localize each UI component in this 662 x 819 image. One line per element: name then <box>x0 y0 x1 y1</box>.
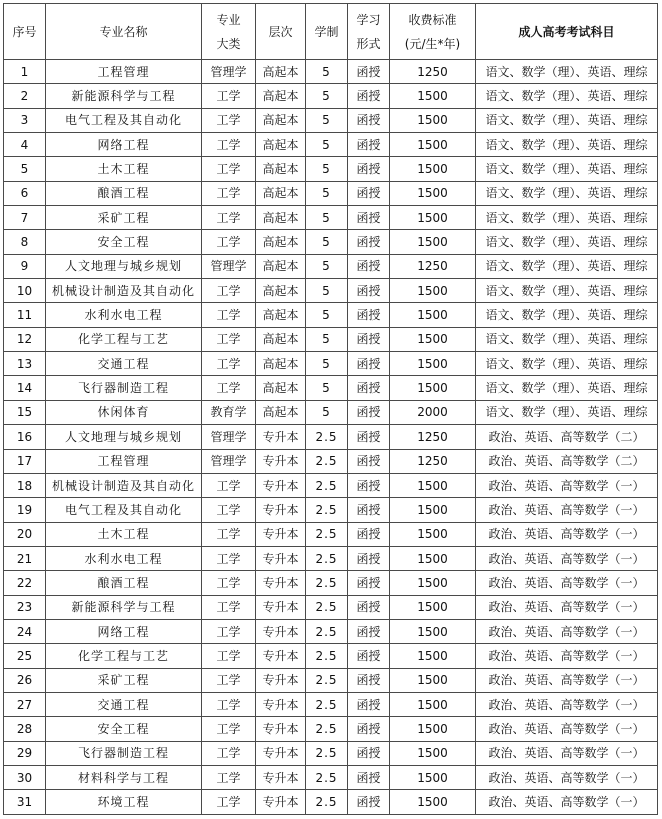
header-duration: 学制 <box>306 4 348 60</box>
table-row <box>4 595 658 619</box>
table-header-row <box>4 4 658 60</box>
header-fee-line1: 收费标准 <box>408 12 457 27</box>
cell-duration: 2.5 <box>306 619 348 643</box>
table-body <box>4 60 658 815</box>
cell-level: 专升本 <box>256 498 306 522</box>
cell-duration: 5 <box>306 303 348 327</box>
cell-fee: 1500 <box>390 619 476 643</box>
cell-mode: 函授 <box>348 303 390 327</box>
cell-fee: 1250 <box>390 254 476 278</box>
cell-major: 工程管理 <box>46 449 202 473</box>
cell-duration: 2.5 <box>306 765 348 789</box>
cell-mode: 函授 <box>348 741 390 765</box>
cell-fee: 2000 <box>390 400 476 424</box>
cell-major: 安全工程 <box>46 717 202 741</box>
cell-level: 高起本 <box>256 376 306 400</box>
cell-category: 工学 <box>202 108 256 132</box>
table-row <box>4 254 658 278</box>
cell-subjects: 政治、英语、高等数学（一） <box>476 473 658 497</box>
table-row <box>4 425 658 449</box>
cell-seq: 29 <box>4 741 46 765</box>
table-row <box>4 400 658 424</box>
cell-duration: 5 <box>306 352 348 376</box>
cell-subjects: 语文、数学（理）、英语、理综 <box>476 303 658 327</box>
cell-mode: 函授 <box>348 668 390 692</box>
table-row <box>4 279 658 303</box>
cell-duration: 2.5 <box>306 522 348 546</box>
cell-level: 专升本 <box>256 717 306 741</box>
cell-major: 材料科学与工程 <box>46 765 202 789</box>
cell-duration: 2.5 <box>306 546 348 570</box>
cell-level: 高起本 <box>256 84 306 108</box>
cell-fee: 1500 <box>390 741 476 765</box>
cell-level: 高起本 <box>256 279 306 303</box>
cell-major: 休闲体育 <box>46 400 202 424</box>
cell-seq: 30 <box>4 765 46 789</box>
cell-category: 工学 <box>202 352 256 376</box>
cell-major: 化学工程与工艺 <box>46 644 202 668</box>
table-row <box>4 327 658 351</box>
cell-subjects: 语文、数学（理）、英语、理综 <box>476 60 658 84</box>
cell-seq: 15 <box>4 400 46 424</box>
table-row <box>4 206 658 230</box>
cell-subjects: 语文、数学（理）、英语、理综 <box>476 157 658 181</box>
cell-major: 酿酒工程 <box>46 571 202 595</box>
cell-major: 电气工程及其自动化 <box>46 498 202 522</box>
table-row <box>4 303 658 327</box>
cell-mode: 函授 <box>348 546 390 570</box>
cell-subjects: 政治、英语、高等数学（一） <box>476 595 658 619</box>
cell-level: 高起本 <box>256 108 306 132</box>
header-subjects: 成人高考考试科目 <box>476 4 658 60</box>
cell-duration: 2.5 <box>306 668 348 692</box>
cell-mode: 函授 <box>348 619 390 643</box>
cell-fee: 1500 <box>390 522 476 546</box>
cell-duration: 2.5 <box>306 595 348 619</box>
cell-level: 专升本 <box>256 425 306 449</box>
cell-seq: 11 <box>4 303 46 327</box>
cell-seq: 6 <box>4 181 46 205</box>
cell-category: 工学 <box>202 230 256 254</box>
cell-mode: 函授 <box>348 498 390 522</box>
cell-duration: 5 <box>306 60 348 84</box>
cell-fee: 1500 <box>390 790 476 814</box>
cell-seq: 21 <box>4 546 46 570</box>
cell-level: 专升本 <box>256 765 306 789</box>
cell-seq: 14 <box>4 376 46 400</box>
cell-level: 高起本 <box>256 230 306 254</box>
cell-mode: 函授 <box>348 765 390 789</box>
cell-level: 高起本 <box>256 206 306 230</box>
header-level: 层次 <box>256 4 306 60</box>
cell-fee: 1500 <box>390 133 476 157</box>
cell-category: 工学 <box>202 376 256 400</box>
cell-category: 工学 <box>202 181 256 205</box>
table-row <box>4 717 658 741</box>
cell-level: 高起本 <box>256 352 306 376</box>
cell-duration: 5 <box>306 133 348 157</box>
cell-major: 电气工程及其自动化 <box>46 108 202 132</box>
table-row <box>4 498 658 522</box>
cell-duration: 5 <box>306 84 348 108</box>
cell-category: 工学 <box>202 279 256 303</box>
cell-subjects: 语文、数学（理）、英语、理综 <box>476 181 658 205</box>
cell-category: 工学 <box>202 765 256 789</box>
cell-subjects: 政治、英语、高等数学（一） <box>476 546 658 570</box>
cell-seq: 2 <box>4 84 46 108</box>
cell-category: 管理学 <box>202 425 256 449</box>
cell-seq: 8 <box>4 230 46 254</box>
table-row <box>4 181 658 205</box>
cell-seq: 12 <box>4 327 46 351</box>
table-row <box>4 157 658 181</box>
cell-fee: 1500 <box>390 595 476 619</box>
cell-mode: 函授 <box>348 230 390 254</box>
cell-mode: 函授 <box>348 692 390 716</box>
cell-duration: 5 <box>306 230 348 254</box>
cell-level: 专升本 <box>256 595 306 619</box>
table-row <box>4 376 658 400</box>
cell-level: 高起本 <box>256 303 306 327</box>
table-row <box>4 60 658 84</box>
table-row <box>4 619 658 643</box>
cell-level: 高起本 <box>256 400 306 424</box>
cell-category: 工学 <box>202 327 256 351</box>
header-fee-line2: (元/生*年) <box>404 36 461 51</box>
cell-seq: 26 <box>4 668 46 692</box>
table-row <box>4 84 658 108</box>
cell-subjects: 语文、数学（理）、英语、理综 <box>476 327 658 351</box>
cell-category: 工学 <box>202 498 256 522</box>
cell-duration: 2.5 <box>306 717 348 741</box>
cell-subjects: 政治、英语、高等数学（一） <box>476 619 658 643</box>
cell-seq: 17 <box>4 449 46 473</box>
cell-seq: 24 <box>4 619 46 643</box>
cell-category: 工学 <box>202 571 256 595</box>
cell-subjects: 政治、英语、高等数学（二） <box>476 425 658 449</box>
cell-category: 工学 <box>202 522 256 546</box>
cell-duration: 5 <box>306 400 348 424</box>
cell-level: 高起本 <box>256 60 306 84</box>
table-row <box>4 741 658 765</box>
cell-major: 新能源科学与工程 <box>46 595 202 619</box>
cell-fee: 1500 <box>390 84 476 108</box>
cell-major: 机械设计制造及其自动化 <box>46 279 202 303</box>
header-category <box>202 4 256 60</box>
cell-mode: 函授 <box>348 790 390 814</box>
cell-subjects: 政治、英语、高等数学（一） <box>476 668 658 692</box>
cell-subjects: 政治、英语、高等数学（一） <box>476 644 658 668</box>
cell-level: 高起本 <box>256 157 306 181</box>
cell-seq: 4 <box>4 133 46 157</box>
cell-seq: 5 <box>4 157 46 181</box>
cell-fee: 1250 <box>390 60 476 84</box>
cell-duration: 5 <box>306 327 348 351</box>
cell-fee: 1500 <box>390 717 476 741</box>
program-table-container <box>3 3 658 815</box>
cell-category: 工学 <box>202 790 256 814</box>
cell-category: 工学 <box>202 668 256 692</box>
cell-category: 工学 <box>202 84 256 108</box>
cell-category: 工学 <box>202 206 256 230</box>
cell-subjects: 语文、数学（理）、英语、理综 <box>476 279 658 303</box>
cell-major: 化学工程与工艺 <box>46 327 202 351</box>
cell-duration: 2.5 <box>306 571 348 595</box>
cell-duration: 5 <box>306 108 348 132</box>
cell-major: 网络工程 <box>46 619 202 643</box>
cell-subjects: 政治、英语、高等数学（一） <box>476 717 658 741</box>
cell-level: 专升本 <box>256 644 306 668</box>
cell-fee: 1500 <box>390 644 476 668</box>
cell-duration: 2.5 <box>306 692 348 716</box>
cell-category: 工学 <box>202 644 256 668</box>
cell-fee: 1500 <box>390 546 476 570</box>
cell-fee: 1500 <box>390 181 476 205</box>
cell-mode: 函授 <box>348 352 390 376</box>
table-row <box>4 571 658 595</box>
table-row <box>4 230 658 254</box>
cell-mode: 函授 <box>348 717 390 741</box>
cell-duration: 5 <box>306 254 348 278</box>
table-row <box>4 546 658 570</box>
cell-mode: 函授 <box>348 84 390 108</box>
cell-level: 专升本 <box>256 522 306 546</box>
cell-level: 高起本 <box>256 181 306 205</box>
cell-fee: 1500 <box>390 303 476 327</box>
cell-fee: 1500 <box>390 765 476 789</box>
cell-category: 教育学 <box>202 400 256 424</box>
cell-duration: 2.5 <box>306 449 348 473</box>
cell-category: 工学 <box>202 595 256 619</box>
cell-major: 酿酒工程 <box>46 181 202 205</box>
cell-duration: 2.5 <box>306 425 348 449</box>
cell-major: 工程管理 <box>46 60 202 84</box>
cell-mode: 函授 <box>348 425 390 449</box>
cell-category: 工学 <box>202 546 256 570</box>
cell-mode: 函授 <box>348 279 390 303</box>
cell-fee: 1500 <box>390 206 476 230</box>
cell-seq: 20 <box>4 522 46 546</box>
cell-level: 高起本 <box>256 327 306 351</box>
cell-major: 采矿工程 <box>46 206 202 230</box>
header-mode <box>348 4 390 60</box>
cell-fee: 1500 <box>390 376 476 400</box>
cell-fee: 1500 <box>390 327 476 351</box>
cell-major: 飞行器制造工程 <box>46 741 202 765</box>
cell-mode: 函授 <box>348 644 390 668</box>
cell-seq: 27 <box>4 692 46 716</box>
cell-category: 工学 <box>202 157 256 181</box>
cell-seq: 9 <box>4 254 46 278</box>
cell-subjects: 语文、数学（理）、英语、理综 <box>476 84 658 108</box>
cell-mode: 函授 <box>348 157 390 181</box>
cell-subjects: 政治、英语、高等数学（一） <box>476 790 658 814</box>
cell-subjects: 语文、数学（理）、英语、理综 <box>476 133 658 157</box>
cell-mode: 函授 <box>348 254 390 278</box>
cell-category: 工学 <box>202 473 256 497</box>
table-row <box>4 790 658 814</box>
cell-seq: 22 <box>4 571 46 595</box>
cell-category: 工学 <box>202 133 256 157</box>
cell-mode: 函授 <box>348 400 390 424</box>
header-mode-line2: 形式 <box>356 36 381 51</box>
cell-subjects: 语文、数学（理）、英语、理综 <box>476 230 658 254</box>
cell-duration: 5 <box>306 181 348 205</box>
cell-mode: 函授 <box>348 473 390 497</box>
cell-seq: 28 <box>4 717 46 741</box>
cell-mode: 函授 <box>348 522 390 546</box>
cell-level: 专升本 <box>256 741 306 765</box>
cell-fee: 1500 <box>390 498 476 522</box>
cell-fee: 1500 <box>390 473 476 497</box>
header-category-line2: 大类 <box>216 36 241 51</box>
cell-subjects: 政治、英语、高等数学（一） <box>476 765 658 789</box>
cell-major: 安全工程 <box>46 230 202 254</box>
cell-subjects: 语文、数学（理）、英语、理综 <box>476 400 658 424</box>
cell-fee: 1500 <box>390 108 476 132</box>
cell-fee: 1500 <box>390 352 476 376</box>
cell-seq: 10 <box>4 279 46 303</box>
cell-level: 专升本 <box>256 619 306 643</box>
cell-mode: 函授 <box>348 133 390 157</box>
cell-category: 工学 <box>202 741 256 765</box>
cell-mode: 函授 <box>348 571 390 595</box>
header-category-line1: 专业 <box>216 12 241 27</box>
cell-subjects: 政治、英语、高等数学（一） <box>476 571 658 595</box>
cell-subjects: 政治、英语、高等数学（一） <box>476 498 658 522</box>
cell-level: 专升本 <box>256 692 306 716</box>
cell-subjects: 政治、英语、高等数学（二） <box>476 449 658 473</box>
cell-subjects: 语文、数学（理）、英语、理综 <box>476 254 658 278</box>
cell-fee: 1500 <box>390 668 476 692</box>
cell-mode: 函授 <box>348 206 390 230</box>
table-row <box>4 449 658 473</box>
cell-major: 交通工程 <box>46 352 202 376</box>
cell-major: 新能源科学与工程 <box>46 84 202 108</box>
cell-fee: 1500 <box>390 230 476 254</box>
cell-mode: 函授 <box>348 449 390 473</box>
cell-subjects: 政治、英语、高等数学（一） <box>476 741 658 765</box>
cell-mode: 函授 <box>348 181 390 205</box>
header-major: 专业名称 <box>46 4 202 60</box>
cell-duration: 2.5 <box>306 498 348 522</box>
table-row <box>4 644 658 668</box>
cell-fee: 1500 <box>390 279 476 303</box>
cell-subjects: 语文、数学（理）、英语、理综 <box>476 376 658 400</box>
cell-mode: 函授 <box>348 60 390 84</box>
cell-level: 高起本 <box>256 133 306 157</box>
cell-category: 管理学 <box>202 60 256 84</box>
program-table <box>3 3 658 815</box>
cell-seq: 25 <box>4 644 46 668</box>
table-row <box>4 692 658 716</box>
cell-level: 专升本 <box>256 790 306 814</box>
header-mode-line1: 学习 <box>356 12 381 27</box>
table-row <box>4 108 658 132</box>
cell-seq: 16 <box>4 425 46 449</box>
cell-major: 机械设计制造及其自动化 <box>46 473 202 497</box>
table-row <box>4 765 658 789</box>
cell-major: 人文地理与城乡规划 <box>46 425 202 449</box>
cell-duration: 2.5 <box>306 644 348 668</box>
cell-major: 水利水电工程 <box>46 546 202 570</box>
cell-category: 管理学 <box>202 254 256 278</box>
cell-category: 工学 <box>202 303 256 327</box>
cell-seq: 13 <box>4 352 46 376</box>
cell-seq: 1 <box>4 60 46 84</box>
cell-mode: 函授 <box>348 108 390 132</box>
table-row <box>4 473 658 497</box>
cell-level: 专升本 <box>256 546 306 570</box>
cell-seq: 31 <box>4 790 46 814</box>
cell-duration: 2.5 <box>306 473 348 497</box>
cell-category: 工学 <box>202 692 256 716</box>
cell-fee: 1250 <box>390 425 476 449</box>
cell-category: 工学 <box>202 717 256 741</box>
cell-major: 人文地理与城乡规划 <box>46 254 202 278</box>
cell-subjects: 语文、数学（理）、英语、理综 <box>476 206 658 230</box>
cell-level: 专升本 <box>256 449 306 473</box>
cell-seq: 18 <box>4 473 46 497</box>
cell-major: 网络工程 <box>46 133 202 157</box>
cell-duration: 2.5 <box>306 790 348 814</box>
cell-duration: 5 <box>306 206 348 230</box>
cell-level: 高起本 <box>256 254 306 278</box>
cell-subjects: 语文、数学（理）、英语、理综 <box>476 352 658 376</box>
cell-major: 土木工程 <box>46 522 202 546</box>
cell-category: 管理学 <box>202 449 256 473</box>
cell-category: 工学 <box>202 619 256 643</box>
cell-level: 专升本 <box>256 571 306 595</box>
cell-subjects: 政治、英语、高等数学（一） <box>476 522 658 546</box>
cell-duration: 5 <box>306 157 348 181</box>
cell-duration: 5 <box>306 376 348 400</box>
cell-seq: 19 <box>4 498 46 522</box>
table-row <box>4 352 658 376</box>
cell-mode: 函授 <box>348 595 390 619</box>
cell-fee: 1500 <box>390 692 476 716</box>
table-row <box>4 668 658 692</box>
table-row <box>4 522 658 546</box>
cell-duration: 5 <box>306 279 348 303</box>
cell-fee: 1500 <box>390 571 476 595</box>
cell-mode: 函授 <box>348 327 390 351</box>
cell-level: 专升本 <box>256 473 306 497</box>
cell-level: 专升本 <box>256 668 306 692</box>
table-row <box>4 133 658 157</box>
header-seq: 序号 <box>4 4 46 60</box>
cell-major: 土木工程 <box>46 157 202 181</box>
cell-seq: 23 <box>4 595 46 619</box>
cell-major: 采矿工程 <box>46 668 202 692</box>
cell-major: 环境工程 <box>46 790 202 814</box>
header-fee <box>390 4 476 60</box>
cell-major: 交通工程 <box>46 692 202 716</box>
cell-fee: 1250 <box>390 449 476 473</box>
cell-subjects: 语文、数学（理）、英语、理综 <box>476 108 658 132</box>
cell-seq: 3 <box>4 108 46 132</box>
cell-mode: 函授 <box>348 376 390 400</box>
cell-subjects: 政治、英语、高等数学（一） <box>476 692 658 716</box>
cell-fee: 1500 <box>390 157 476 181</box>
cell-seq: 7 <box>4 206 46 230</box>
cell-duration: 2.5 <box>306 741 348 765</box>
cell-major: 飞行器制造工程 <box>46 376 202 400</box>
cell-major: 水利水电工程 <box>46 303 202 327</box>
